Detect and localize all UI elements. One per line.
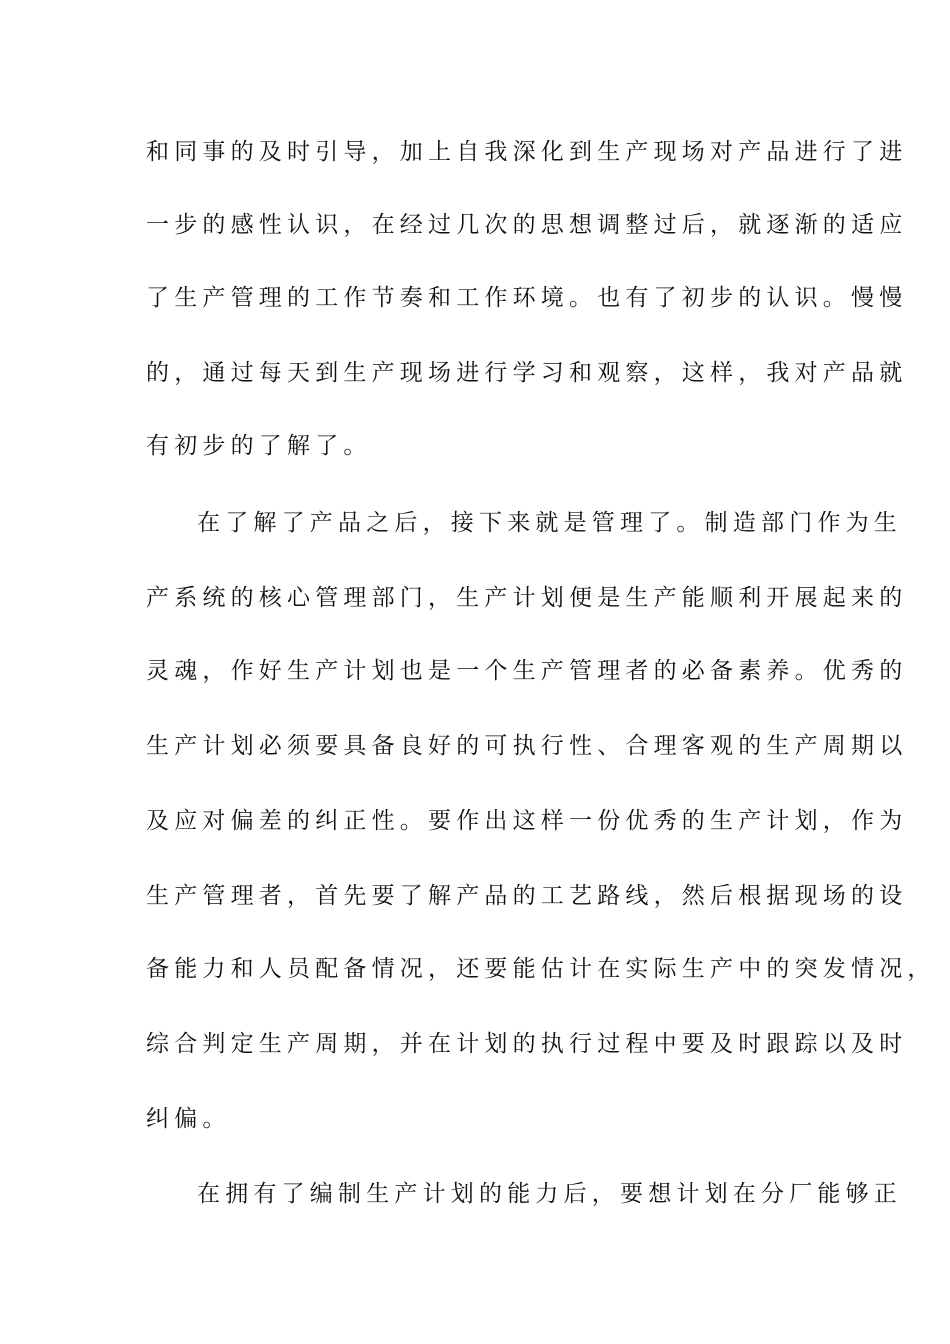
text-line: 及应对偏差的纠正性。要作出这样一份优秀的生产计划，作为: [146, 808, 908, 834]
text-line: 备能力和人员配备情况，还要能估计在实际生产中的突发情况，: [146, 956, 936, 982]
text-line: 生产计划必须要具备良好的可执行性、合理客观的生产周期以: [146, 733, 908, 759]
paragraph-start-line: 在拥有了编制生产计划的能力后，要想计划在分厂能够正: [197, 1181, 902, 1207]
text-line: 的，通过每天到生产现场进行学习和观察，这样，我对产品就: [146, 360, 908, 386]
text-line: 一步的感性认识，在经过几次的思想调整过后，就逐渐的适应: [146, 212, 908, 238]
text-line: 有初步的了解了。: [146, 433, 372, 459]
text-line: 生产管理者，首先要了解产品的工艺路线，然后根据现场的设: [146, 883, 908, 909]
text-line: 纠偏。: [146, 1106, 231, 1132]
text-line: 和同事的及时引导，加上自我深化到生产现场对产品进行了进: [146, 139, 908, 165]
text-line: 灵魂，作好生产计划也是一个生产管理者的必备素养。优秀的: [146, 658, 908, 684]
text-line: 综合判定生产周期，并在计划的执行过程中要及时跟踪以及时: [146, 1031, 908, 1057]
text-line: 了生产管理的工作节奏和工作环境。也有了初步的认识。慢慢: [146, 285, 908, 311]
paragraph-start-line: 在了解了产品之后，接下来就是管理了。制造部门作为生: [197, 510, 902, 536]
text-line: 产系统的核心管理部门，生产计划便是生产能顺利开展起来的: [146, 585, 908, 611]
